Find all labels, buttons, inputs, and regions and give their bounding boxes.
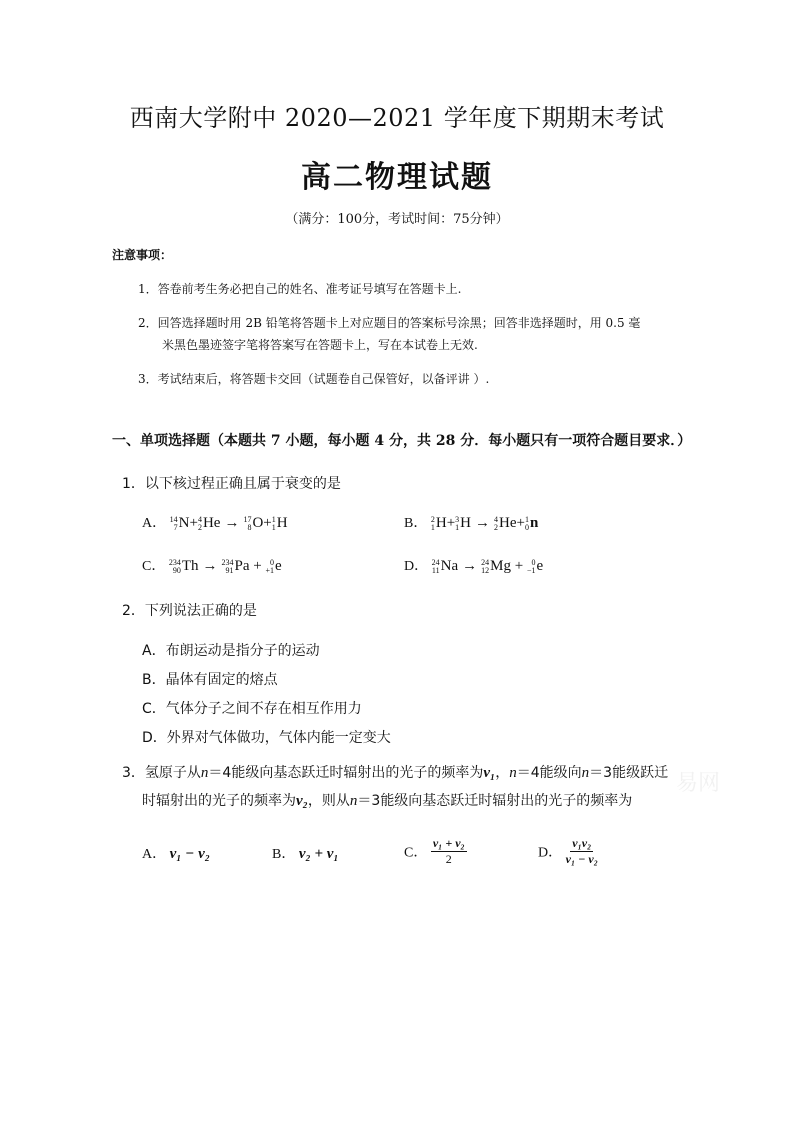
q2-stem: 2．下列说法正确的是	[122, 603, 257, 619]
q3-option-c: C． $\frac{\text{ν₁ + ν₂}}{2}$	[404, 836, 465, 866]
section-heading: 一、单项选择题（本题共 7 小题，每小题 4 分，共 28 分．每小题只有一项符合题目要求．）	[112, 433, 692, 449]
watermark: 易网	[676, 771, 721, 796]
q1-option-d: D． 24 11 Na → 24 12 Mg + 0 −1 e	[404, 557, 544, 575]
notice-item-2: 2．回答选择题时用 2B 铅笔将答题卡上对应题目的答案标号涂黑；回答非选择题时，用 0.5 毫	[138, 316, 641, 330]
q2-option-c: C．气体分子之间不存在相互作用力	[142, 701, 362, 717]
notice-heading: 注意事项：	[112, 248, 173, 262]
notice-item-3: 3．考试结束后，将答题卡交回（试题卷自己保管好，以备评讲 ）.	[138, 372, 490, 386]
q3-option-a: A． ν₁ − ν₂	[142, 846, 210, 862]
q1-option-c-label: C．	[142, 559, 166, 574]
q1-option-a-label: A．	[142, 516, 167, 531]
exam-info: （满分：100分，考试时间：75分钟）	[285, 212, 509, 227]
subject-title: 高二物理试题	[301, 160, 493, 195]
q2-option-a: A．布朗运动是指分子的运动	[142, 643, 320, 659]
q3-stem-line1: 3．氢原子从n＝4能级向基态跃迁时辐射出的光子的频率为ν₁，n＝4能级向n＝3能级跃迁	[122, 765, 669, 781]
q1-option-a: A． 14 7 N+ 4 2 He → 17 8 O+ 1 1 H	[142, 514, 288, 532]
notice-item-1: 1．答卷前考生务必把自己的姓名、准考证号填写在答题卡上.	[138, 282, 462, 296]
q2-option-b: B．晶体有固定的熔点	[142, 672, 278, 688]
q3-option-d: D． $\frac{\text{ν₁ν₂}}{\text{ν₁ − ν₂}}$	[538, 836, 598, 866]
q1-option-d-label: D．	[404, 559, 429, 574]
q1-option-b: B． 2 1 H+ 3 1 H → 4 2 He+ 1 0 n	[404, 514, 539, 532]
exam-title: 西南大学附中 2020—2021 学年度下期期末考试	[129, 104, 665, 132]
q1-option-c: C． 234 90 Th → 234 91 Pa + 0 +1 e	[142, 557, 282, 575]
q1-option-b-label: B．	[404, 516, 428, 531]
q3-stem-line2: 时辐射出的光子的频率为ν₂，则从n＝3能级向基态跃迁时辐射出的光子的频率为	[142, 793, 633, 809]
q3-option-b: B． ν₂ + ν₁	[272, 846, 339, 862]
q1-stem: 1．以下核过程正确且属于衰变的是	[122, 476, 341, 492]
notice-item-2-cont: 米黑色墨迹签字笔将答案写在答题卡上，写在本试卷上无效.	[162, 338, 478, 352]
q2-option-d: D．外界对气体做功，气体内能一定变大	[142, 730, 391, 746]
